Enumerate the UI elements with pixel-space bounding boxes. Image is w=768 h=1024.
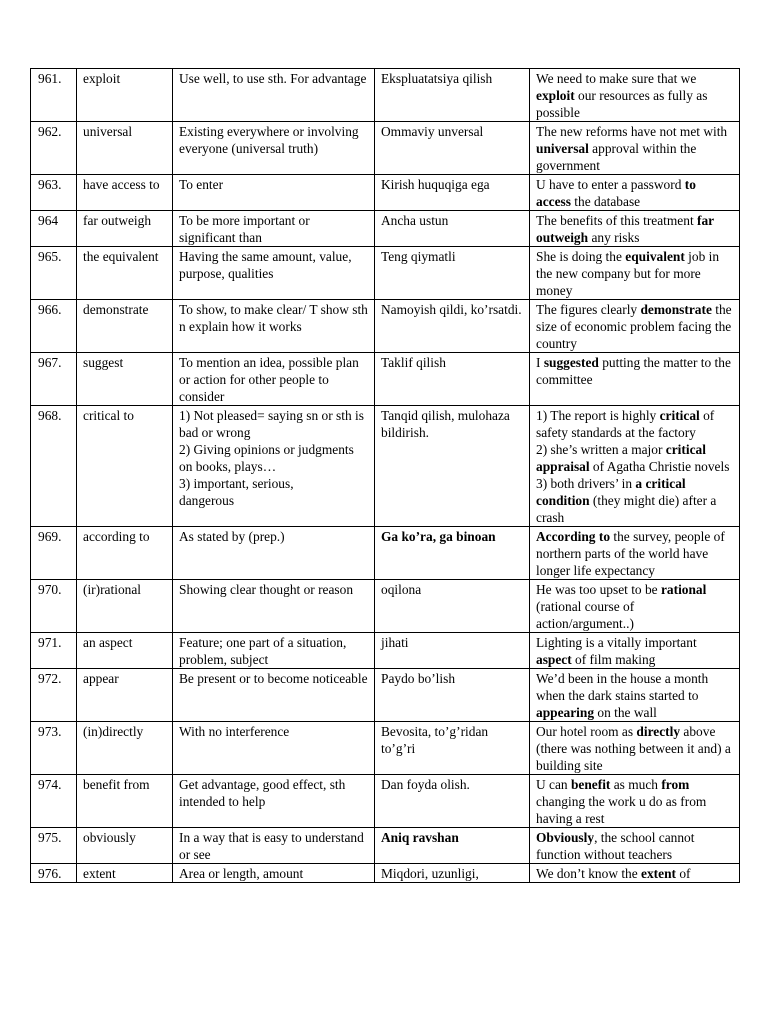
entry-example <box>530 175 740 211</box>
table-row <box>31 406 740 527</box>
example-highlight: According to <box>536 529 611 544</box>
entry-word-text: universal <box>83 124 133 139</box>
entry-example <box>530 300 740 353</box>
entry-definition-text: Feature; one part of a situation, problem, subject <box>179 635 347 667</box>
entry-translation-text: Taklif qilish <box>381 355 446 370</box>
entry-translation-text: Ancha ustun <box>381 213 449 228</box>
entry-number-text: 969. <box>38 529 62 544</box>
example-text: on the wall <box>594 705 657 720</box>
example-text: I <box>536 355 544 370</box>
table-row <box>31 864 740 883</box>
example-text: He was too upset to be <box>536 582 661 597</box>
entry-translation <box>375 300 530 353</box>
entry-translation <box>375 580 530 633</box>
entry-number <box>31 722 77 775</box>
entry-definition-text: To show, to make clear/ T show sth n explain how it works <box>179 302 368 334</box>
example-text: The benefits of this treatment <box>536 213 698 228</box>
entry-definition <box>173 527 375 580</box>
entry-definition <box>173 300 375 353</box>
entry-number <box>31 669 77 722</box>
entry-number-text: 964 <box>38 213 59 228</box>
entry-number-text: 975. <box>38 830 62 845</box>
example-text: We’d been in the house a month when the dark stains started to <box>536 671 709 703</box>
table-row <box>31 633 740 669</box>
entry-number <box>31 775 77 828</box>
entry-number <box>31 353 77 406</box>
entry-word <box>77 247 173 300</box>
entry-example <box>530 828 740 864</box>
example-highlight: from <box>661 777 690 792</box>
example-text: the database <box>570 194 641 209</box>
entry-definition-text: To mention an idea, possible plan or action for other people to consider <box>179 355 359 404</box>
table-row <box>31 300 740 353</box>
example-highlight: equivalent <box>625 249 685 264</box>
example-text: of film making <box>571 652 656 667</box>
entry-word-text: exploit <box>83 71 121 86</box>
entry-word-text: benefit from <box>83 777 150 792</box>
entry-number-text: 963. <box>38 177 62 192</box>
example-highlight: far outweigh <box>536 213 714 245</box>
entry-translation <box>375 775 530 828</box>
example-highlight: appearing <box>536 705 595 720</box>
entry-word <box>77 300 173 353</box>
entry-number-text: 967. <box>38 355 62 370</box>
entry-translation-text: Aniq ravshan <box>381 830 459 845</box>
example-text: of safety standards at the factory 2) she’s written a major <box>536 408 715 457</box>
example-highlight: Obviously <box>536 830 595 845</box>
entry-number <box>31 580 77 633</box>
entry-definition-text: As stated by (prep.) <box>179 529 285 544</box>
entry-example <box>530 864 740 883</box>
entry-translation-text: Tanqid qilish, mulohaza bildirish. <box>381 408 510 440</box>
example-highlight: suggested <box>543 355 599 370</box>
entry-translation-text: Ommaviy unversal <box>381 124 484 139</box>
example-text: Our hotel room as <box>536 724 637 739</box>
entry-translation-text: Miqdori, uzunligi, <box>381 866 479 881</box>
entry-word-text: according to <box>83 529 150 544</box>
vocabulary-table-body <box>31 69 740 883</box>
entry-word <box>77 864 173 883</box>
entry-definition-text: Area or length, amount <box>179 866 304 881</box>
entry-definition <box>173 828 375 864</box>
entry-word-text: suggest <box>83 355 124 370</box>
entry-word <box>77 722 173 775</box>
entry-definition <box>173 406 375 527</box>
example-text: putting the matter to the committee <box>536 355 731 387</box>
entry-example <box>530 580 740 633</box>
entry-number <box>31 300 77 353</box>
entry-example <box>530 633 740 669</box>
entry-word <box>77 175 173 211</box>
entry-number <box>31 211 77 247</box>
entry-translation <box>375 69 530 122</box>
entry-definition <box>173 211 375 247</box>
entry-translation <box>375 122 530 175</box>
entry-number-text: 972. <box>38 671 62 686</box>
entry-word <box>77 406 173 527</box>
entry-definition-text: Get advantage, good effect, sth intended to help <box>179 777 346 809</box>
entry-number <box>31 406 77 527</box>
entry-translation-text: Ekspluatatsiya qilish <box>381 71 493 86</box>
entry-number <box>31 633 77 669</box>
entry-definition <box>173 122 375 175</box>
entry-translation <box>375 353 530 406</box>
entry-word-text: extent <box>83 866 116 881</box>
entry-word-text: far outweigh <box>83 213 152 228</box>
entry-definition-text: To be more important or significant than <box>179 213 310 245</box>
entry-word-text: the equivalent <box>83 249 159 264</box>
entry-translation <box>375 247 530 300</box>
table-row <box>31 69 740 122</box>
example-text: (they might die) after a crash <box>536 493 717 525</box>
entry-definition <box>173 247 375 300</box>
example-text: job in the new company but for more money <box>536 249 720 298</box>
entry-number <box>31 175 77 211</box>
example-text: Lighting is a vitally important <box>536 635 697 650</box>
entry-number-text: 976. <box>38 866 62 881</box>
entry-definition <box>173 580 375 633</box>
entry-number-text: 962. <box>38 124 62 139</box>
entry-translation <box>375 633 530 669</box>
entry-definition <box>173 175 375 211</box>
example-text: (rational course of action/argument..) <box>536 599 635 631</box>
entry-definition <box>173 864 375 883</box>
entry-definition-text: To enter <box>179 177 224 192</box>
entry-number-text: 971. <box>38 635 62 650</box>
entry-definition-text: Having the same amount, value, purpose, qualities <box>179 249 352 281</box>
entry-translation <box>375 406 530 527</box>
entry-word-text: (ir)rational <box>83 582 141 597</box>
entry-example <box>530 247 740 300</box>
table-row <box>31 122 740 175</box>
entry-number-text: 961. <box>38 71 62 86</box>
example-text: any risks <box>588 230 640 245</box>
entry-translation-text: Dan foyda olish. <box>381 777 470 792</box>
example-highlight: rational <box>660 582 707 597</box>
example-text: , the school cannot function without teachers <box>536 830 695 862</box>
example-text: She is doing the <box>536 249 626 264</box>
entry-word-text: have access to <box>83 177 160 192</box>
entry-word <box>77 527 173 580</box>
entry-definition-text: Showing clear thought or reason <box>179 582 354 597</box>
entry-translation-text: Kirish huquqiga ega <box>381 177 490 192</box>
example-highlight: benefit <box>570 777 611 792</box>
entry-example <box>530 669 740 722</box>
example-highlight: exploit <box>536 88 575 103</box>
entry-definition-text: With no interference <box>179 724 290 739</box>
example-text: 1) The report is highly <box>536 408 660 423</box>
entry-example <box>530 211 740 247</box>
entry-example <box>530 527 740 580</box>
entry-word-text: (in)directly <box>83 724 144 739</box>
vocabulary-table <box>30 68 740 883</box>
entry-definition-text: Existing everywhere or involving everyone (universal truth) <box>179 124 359 156</box>
entry-number-text: 970. <box>38 582 62 597</box>
example-text: our resources as fully as possible <box>536 88 708 120</box>
example-highlight: extent <box>641 866 676 881</box>
entry-translation-text: Namoyish qildi, ko’rsatdi. <box>381 302 522 317</box>
example-text: The figures clearly <box>536 302 641 317</box>
example-text: above (there was nothing between it and) a building site <box>536 724 731 773</box>
entry-number <box>31 247 77 300</box>
entry-example <box>530 406 740 527</box>
entry-translation <box>375 722 530 775</box>
entry-translation-text: oqilona <box>381 582 422 597</box>
entry-number-text: 973. <box>38 724 62 739</box>
entry-definition-text: Use well, to use sth. For advantage <box>179 71 367 86</box>
entry-translation <box>375 828 530 864</box>
table-row <box>31 828 740 864</box>
table-row <box>31 527 740 580</box>
example-highlight: directly <box>636 724 681 739</box>
entry-translation <box>375 211 530 247</box>
entry-word <box>77 69 173 122</box>
entry-example <box>530 722 740 775</box>
entry-translation-text: Ga ko’ra, ga binoan <box>381 529 496 544</box>
entry-word-text: demonstrate <box>83 302 149 317</box>
entry-translation <box>375 864 530 883</box>
example-text: of Agatha Christie novels 3) both drivers’ in <box>536 459 730 491</box>
entry-word <box>77 633 173 669</box>
entry-number-text: 974. <box>38 777 62 792</box>
entry-translation-text: Paydo bo’lish <box>381 671 456 686</box>
entry-definition <box>173 353 375 406</box>
entry-number <box>31 69 77 122</box>
entry-number-text: 965. <box>38 249 62 264</box>
example-highlight: to access <box>536 177 696 209</box>
entry-number <box>31 864 77 883</box>
entry-number <box>31 828 77 864</box>
example-text: We need to make sure that we <box>536 71 697 86</box>
example-highlight: aspect <box>536 652 572 667</box>
example-text: the survey, people of northern parts of the world have longer life expectancy <box>536 529 725 578</box>
entry-translation <box>375 669 530 722</box>
entry-word <box>77 669 173 722</box>
entry-definition-text: 1) Not pleased= saying sn or sth is bad or wrong 2) Giving opinions or judgments on books, plays… 3) important, serious, dangerous <box>179 408 364 508</box>
table-row <box>31 211 740 247</box>
entry-definition <box>173 669 375 722</box>
table-row <box>31 775 740 828</box>
entry-number <box>31 527 77 580</box>
example-text: changing the work u do as from having a rest <box>536 794 707 826</box>
example-text: approval within the government <box>536 141 697 173</box>
entry-definition-text: Be present or to become noticeable <box>179 671 368 686</box>
example-text: of <box>676 866 691 881</box>
entry-word <box>77 122 173 175</box>
entry-definition-text: In a way that is easy to understand or see <box>179 830 364 862</box>
entry-definition <box>173 633 375 669</box>
table-row <box>31 580 740 633</box>
entry-example <box>530 122 740 175</box>
entry-translation <box>375 175 530 211</box>
example-highlight: critical appraisal <box>536 442 706 474</box>
entry-word-text: an aspect <box>83 635 133 650</box>
table-row <box>31 247 740 300</box>
entry-example <box>530 353 740 406</box>
entry-number <box>31 122 77 175</box>
entry-word-text: critical to <box>83 408 134 423</box>
example-text: The new reforms have not met with <box>536 124 728 139</box>
entry-word-text: appear <box>83 671 119 686</box>
entry-number-text: 968. <box>38 408 62 423</box>
entry-example <box>530 775 740 828</box>
example-text: We don’t know the <box>536 866 642 881</box>
table-row <box>31 353 740 406</box>
entry-number-text: 966. <box>38 302 62 317</box>
entry-translation-text: Teng qiymatli <box>381 249 456 264</box>
entry-word <box>77 580 173 633</box>
example-highlight: a critical condition <box>536 476 686 508</box>
table-row <box>31 669 740 722</box>
entry-example <box>530 69 740 122</box>
table-row <box>31 175 740 211</box>
entry-translation-text: jihati <box>381 635 409 650</box>
entry-word <box>77 211 173 247</box>
example-highlight: critical <box>659 408 700 423</box>
entry-word <box>77 775 173 828</box>
example-text: the size of economic problem facing the country <box>536 302 732 351</box>
entry-word <box>77 828 173 864</box>
entry-word-text: obviously <box>83 830 136 845</box>
entry-translation-text: Bevosita, to’g’ridan to’g’ri <box>381 724 489 756</box>
entry-definition <box>173 775 375 828</box>
example-text: as much <box>610 777 662 792</box>
entry-definition <box>173 722 375 775</box>
entry-word <box>77 353 173 406</box>
table-row <box>31 722 740 775</box>
example-text: U can <box>536 777 571 792</box>
entry-translation <box>375 527 530 580</box>
entry-definition <box>173 69 375 122</box>
example-highlight: universal <box>536 141 589 156</box>
example-highlight: demonstrate <box>640 302 712 317</box>
example-text: U have to enter a password <box>536 177 685 192</box>
